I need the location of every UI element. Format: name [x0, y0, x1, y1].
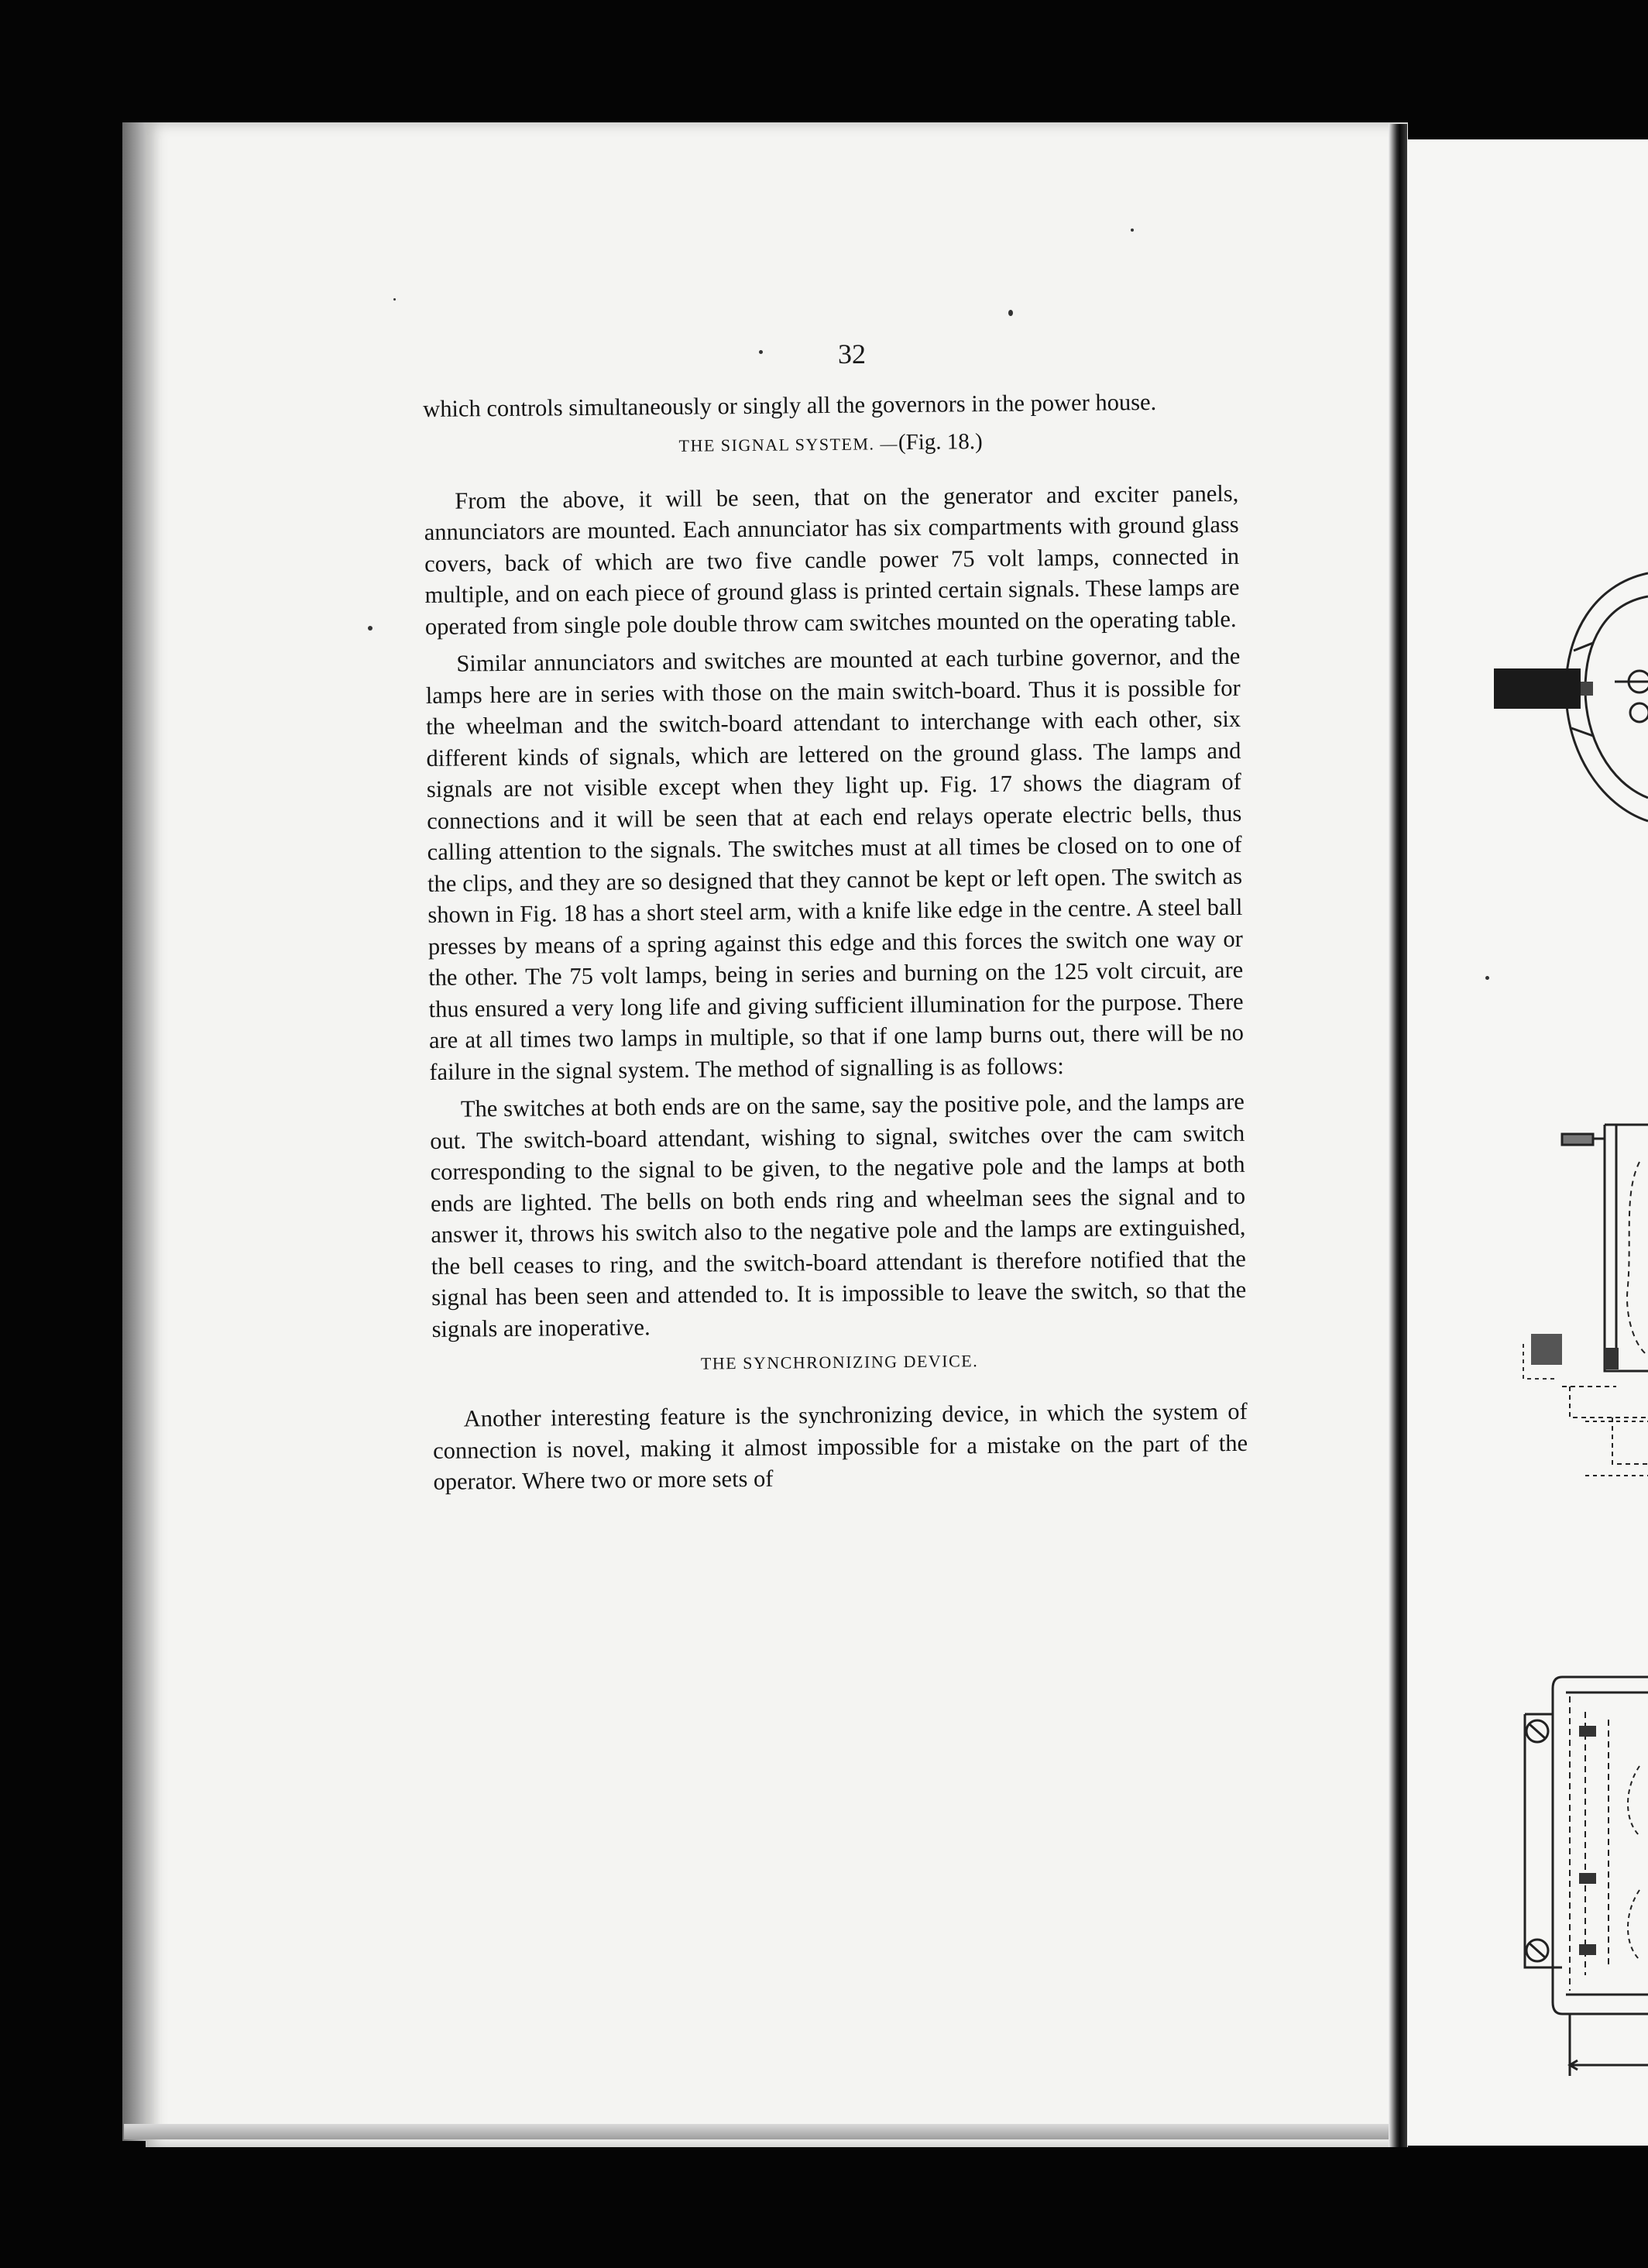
page-body-text	[423, 386, 1248, 1498]
page-bottom-edge	[124, 2124, 1406, 2139]
section-heading-synchronizing-device: THE SYNCHRONIZING DEVICE.	[700, 1351, 979, 1373]
paragraph: The switches at both ends are on the same, say the positive pole, and the lamps are out. The switch-board attendant, wishing to signal, switches over the cam switch corresponding to the signal to be given, to the negative pole and the lamps at both ends are lighted. The bells on both ends ring and wheelman sees the signal and to answer it, throws his switch also to the negative pole and the lamps are extinguished, the bell ceases to ring, and the switch-board attendant is therefore notified that the signal has been seen and attended to. It is impossible to leave the switch, so that the signals are inoperative.	[430, 1088, 1247, 1342]
technical-drawing	[1407, 139, 1648, 2146]
page-number: 32	[838, 338, 866, 369]
dust-speck	[393, 298, 396, 301]
right-page-figure	[1407, 139, 1648, 2146]
paragraph: Another interesting feature is the synchronizing device, in which the system of connection is novel, making it almost impossible for a mistake on the part of the operator. Where two or more sets of	[432, 1397, 1248, 1495]
dust-speck	[759, 350, 763, 354]
figure-reference: (Fig. 18.)	[898, 428, 983, 455]
paragraph: Similar annunciators and switches are mounted at each turbine governor, and the lamps here are in series with those on the main switch-board. Thus it is possible for the wheelman and the switch-board attendant to interchange with each other, six different kinds of signals, which are lettered on the ground glass. The lamps and signals are not visible except when they light up. Fig. 17 shows the diagram of connections and it will be seen that at each end relays operate electric bells, thus calling attention to the signals. The switches must at all times be closed on to one of the clips, and they are so designed that they cannot be kept or left open. The switch as shown in Fig. 18 has a short steel arm, with a knife like edge in the centre. A steel ball presses by means of a spring against this edge and this forces the switch one way or the other. The 75 volt lamps, being in series and burning on the 125 volt circuit, are thus ensured a very long life and giving sufficient illumination for the purpose. There are at all times two lamps in multiple, so that if one lamp burns out, there will be no failure in the signal system. The method of signalling is as follows:	[425, 642, 1245, 1085]
book-gutter	[1389, 124, 1407, 2147]
section-heading-signal-system	[423, 424, 1238, 462]
dust-speck	[1131, 229, 1134, 232]
continuation-paragraph: which controls simultaneously or singly all the governors in the power house.	[423, 388, 1157, 422]
section-dash: —	[880, 433, 899, 453]
paragraph: From the above, it will be seen, that on the generator and exciter panels, annunciators are mounted. Each annunciator has six compartments with ground glass covers, back of which are two five candle power 75 volt lamps, connected in multiple, and on each piece of ground glass is printed certain signals. These lamps are operated from single pole double throw cam switches mounted on the operating table.	[424, 479, 1240, 640]
dust-speck	[368, 626, 373, 631]
section-title: THE SIGNAL SYSTEM.	[678, 433, 875, 455]
dust-speck	[1485, 976, 1489, 980]
dust-speck	[1008, 310, 1013, 316]
